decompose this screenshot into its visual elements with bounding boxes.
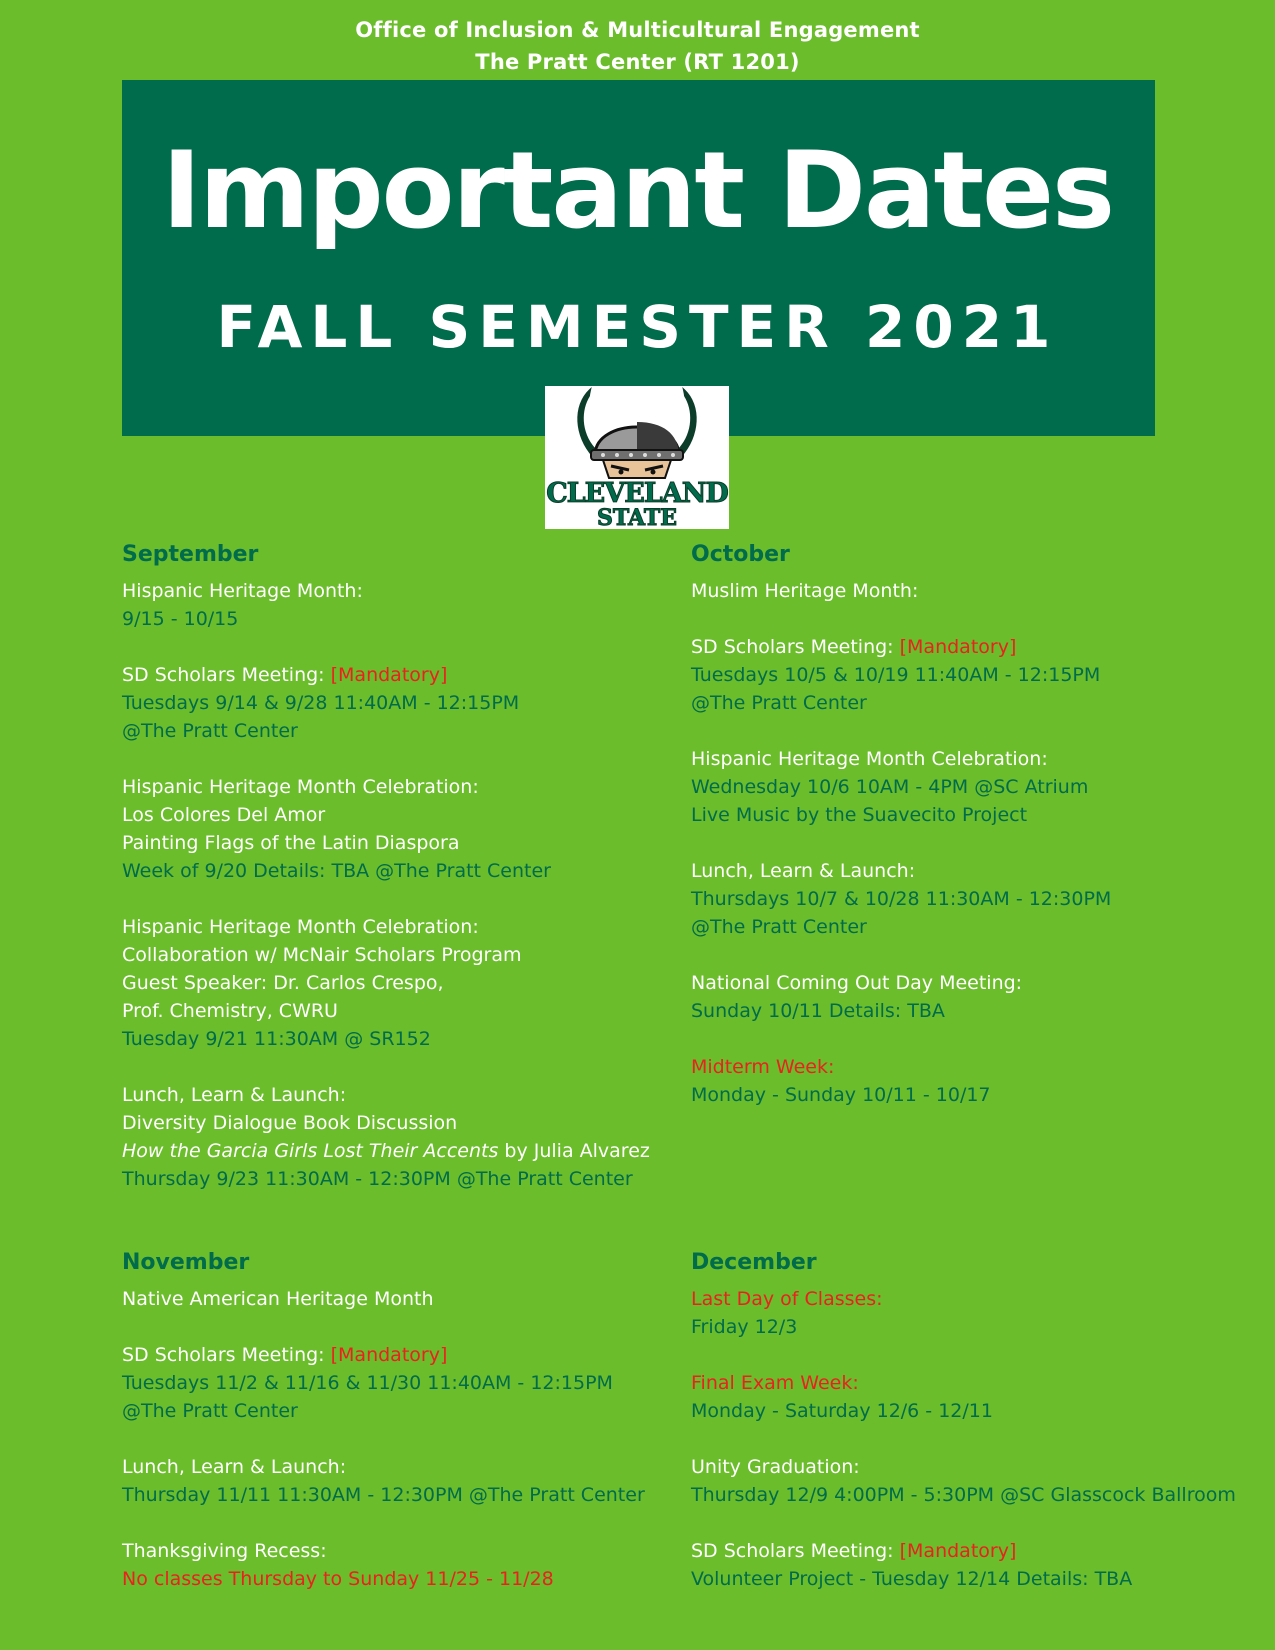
mandatory-tag: [Mandatory] bbox=[899, 1540, 1017, 1562]
event-label: SD Scholars Meeting: [Mandatory] bbox=[122, 1344, 448, 1366]
event-description: Diversity Dialogue Book Discussion bbox=[122, 1112, 458, 1134]
event-label: Lunch, Learn & Launch: bbox=[122, 1456, 347, 1478]
month-heading: November bbox=[122, 1250, 250, 1275]
october-section bbox=[691, 532, 1275, 1109]
event-label: Midterm Week: bbox=[691, 1056, 835, 1078]
mandatory-tag: [Mandatory] bbox=[330, 664, 448, 686]
event-description: Los Colores Del Amor bbox=[122, 804, 326, 826]
event-label: Lunch, Learn & Launch: bbox=[691, 860, 916, 882]
event-detail: Thursday 9/23 11:30AM - 12:30PM @The Pratt Center bbox=[122, 1168, 633, 1190]
mandatory-tag: [Mandatory] bbox=[330, 1344, 448, 1366]
event-description: Painting Flags of the Latin Diaspora bbox=[122, 832, 460, 854]
event-detail: Thursdays 10/7 & 10/28 11:30AM - 12:30PM bbox=[691, 888, 1112, 910]
event-label: Unity Graduation: bbox=[691, 1456, 860, 1478]
month-heading: September bbox=[122, 542, 259, 567]
month-heading: December bbox=[691, 1250, 817, 1275]
event-detail: 9/15 - 10/15 bbox=[122, 608, 239, 630]
event-label: SD Scholars Meeting: [Mandatory] bbox=[691, 636, 1017, 658]
event-detail: No classes Thursday to Sunday 11/25 - 11/28 bbox=[122, 1568, 554, 1590]
event-description: Prof. Chemistry, CWRU bbox=[122, 1000, 338, 1022]
event-detail: Volunteer Project - Tuesday 12/14 Details: TBA bbox=[691, 1568, 1133, 1590]
event-detail: Wednesday 10/6 10AM - 4PM @SC Atrium bbox=[691, 776, 1089, 798]
event-label: Lunch, Learn & Launch: bbox=[122, 1084, 347, 1106]
page-title: Important Dates bbox=[161, 129, 1114, 252]
event-description: How the Garcia Girls Lost Their Accents by Julia Alvarez bbox=[122, 1140, 650, 1162]
event-detail: Sunday 10/11 Details: TBA bbox=[691, 1000, 945, 1022]
svg-text:STATE: STATE bbox=[596, 505, 678, 529]
office-name: Office of Inclusion & Multicultural Engagement bbox=[355, 18, 920, 42]
book-title: How the Garcia Girls Lost Their Accents bbox=[122, 1140, 499, 1162]
event-detail: Tuesday 9/21 11:30AM @ SR152 bbox=[122, 1028, 431, 1050]
event-label: SD Scholars Meeting: [Mandatory] bbox=[122, 664, 448, 686]
event-detail: Live Music by the Suavecito Project bbox=[691, 804, 1028, 826]
event-label: Hispanic Heritage Month Celebration: bbox=[122, 916, 479, 938]
event-label: Final Exam Week: bbox=[691, 1372, 859, 1394]
event-label: Hispanic Heritage Month Celebration: bbox=[122, 776, 479, 798]
page-subtitle: FALL SEMESTER 2021 bbox=[216, 293, 1059, 361]
event-detail: Monday - Saturday 12/6 - 12/11 bbox=[691, 1400, 993, 1422]
event-label: National Coming Out Day Meeting: bbox=[691, 972, 1023, 994]
november-section bbox=[122, 1240, 722, 1593]
event-detail: Thursday 11/11 11:30AM - 12:30PM @The Pratt Center bbox=[122, 1484, 645, 1506]
event-detail: Thursday 12/9 4:00PM - 5:30PM @SC Glasscock Ballroom bbox=[691, 1484, 1236, 1506]
viking-mascot-icon bbox=[545, 386, 729, 529]
september-section bbox=[122, 532, 722, 1193]
event-description: Guest Speaker: Dr. Carlos Crespo, bbox=[122, 972, 444, 994]
december-section bbox=[691, 1240, 1275, 1593]
mandatory-tag: [Mandatory] bbox=[899, 636, 1017, 658]
event-detail: Tuesdays 10/5 & 10/19 11:40AM - 12:15PM bbox=[691, 664, 1101, 686]
event-detail: @The Pratt Center bbox=[691, 916, 867, 938]
event-label: Muslim Heritage Month: bbox=[691, 580, 919, 602]
month-heading: October bbox=[691, 542, 790, 567]
event-label: Hispanic Heritage Month: bbox=[122, 580, 363, 602]
event-detail: Week of 9/20 Details: TBA @The Pratt Center bbox=[122, 860, 551, 882]
event-detail: @The Pratt Center bbox=[122, 1400, 298, 1422]
event-label: Hispanic Heritage Month Celebration: bbox=[691, 748, 1048, 770]
event-description: Collaboration w/ McNair Scholars Program bbox=[122, 944, 522, 966]
event-detail: Friday 12/3 bbox=[691, 1316, 798, 1338]
event-label: SD Scholars Meeting: [Mandatory] bbox=[691, 1540, 1017, 1562]
event-label: Thanksgiving Recess: bbox=[122, 1540, 327, 1562]
event-detail: Tuesdays 11/2 & 11/16 & 11/30 11:40AM - 12:15PM bbox=[122, 1372, 613, 1394]
event-detail: @The Pratt Center bbox=[691, 692, 867, 714]
svg-text:CLEVELAND: CLEVELAND bbox=[546, 478, 728, 509]
office-location: The Pratt Center (RT 1201) bbox=[475, 50, 800, 74]
event-detail: @The Pratt Center bbox=[122, 720, 298, 742]
cleveland-state-logo bbox=[545, 386, 729, 529]
event-label: Native American Heritage Month bbox=[122, 1288, 434, 1310]
event-detail: Monday - Sunday 10/11 - 10/17 bbox=[691, 1084, 991, 1106]
event-label: Last Day of Classes: bbox=[691, 1288, 883, 1310]
event-detail: Tuesdays 9/14 & 9/28 11:40AM - 12:15PM bbox=[122, 692, 520, 714]
